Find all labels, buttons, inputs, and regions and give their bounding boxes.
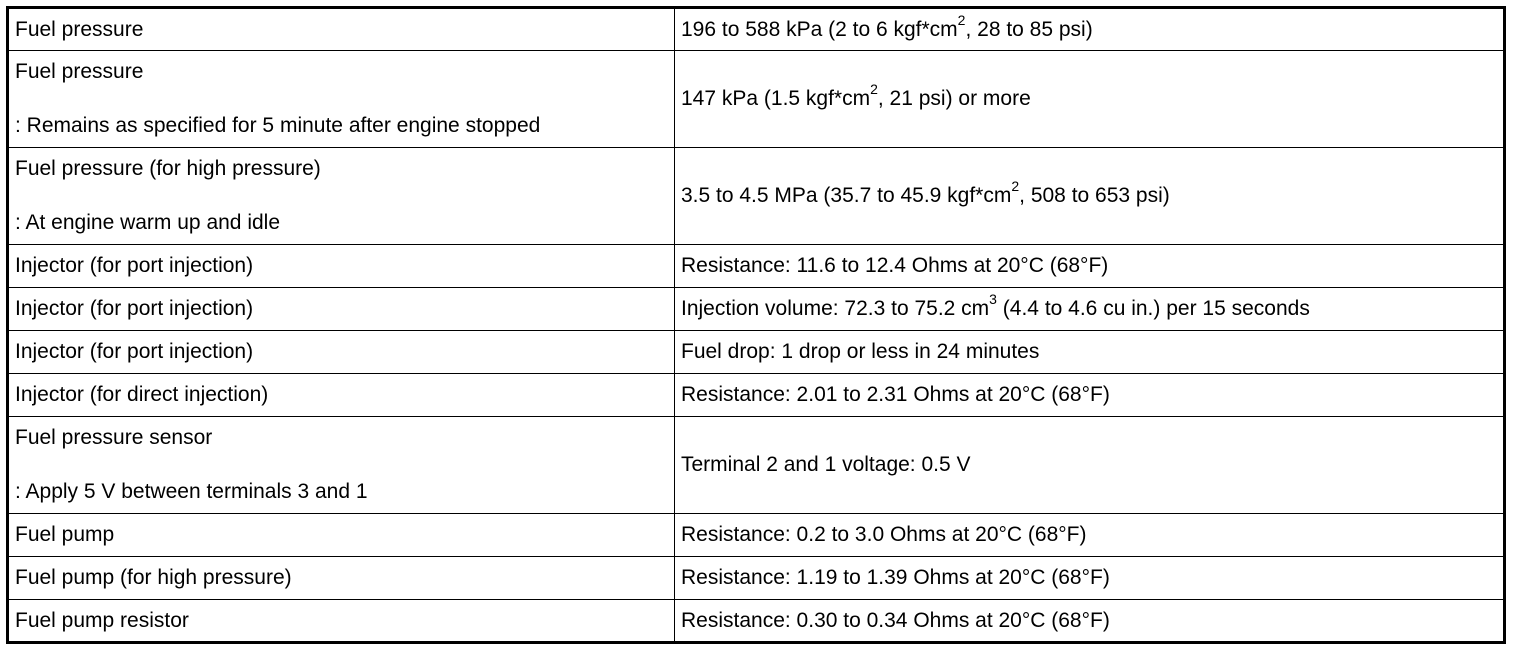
spec-cell [675, 600, 1505, 643]
item-cell [8, 331, 675, 374]
table-row [8, 51, 1505, 148]
spec-text: Resistance: 1.19 to 1.39 Ohms at 20°C (68°F) [681, 566, 1110, 589]
item-cell [8, 245, 675, 288]
table-row [8, 600, 1505, 643]
item-cell [8, 51, 675, 148]
spec-cell [675, 148, 1505, 245]
spec-cell [675, 8, 1505, 51]
item-label: Injector (for direct injection) [15, 383, 269, 406]
spec-cell [675, 245, 1505, 288]
item-cell [8, 8, 675, 51]
item-cell [8, 514, 675, 557]
item-cell [8, 374, 675, 417]
spec-cell [675, 557, 1505, 600]
spec-text: Terminal 2 and 1 voltage: 0.5 V [681, 453, 971, 476]
spec-table [6, 6, 1506, 644]
table-row [8, 557, 1505, 600]
spec-text: 3.5 to 4.5 MPa (35.7 to 45.9 kgf*cm [681, 184, 1012, 207]
spec-text-suffix: (4.4 to 4.6 cu in.) per 15 seconds [996, 297, 1310, 320]
item-cell [8, 557, 675, 600]
item-cell [8, 288, 675, 331]
item-label: Fuel pump [15, 523, 115, 546]
item-label: Fuel pressure sensor [15, 426, 213, 449]
table-row [8, 417, 1505, 514]
spec-cell [675, 374, 1505, 417]
table-row [8, 374, 1505, 417]
item-cell [8, 600, 675, 643]
spec-cell [675, 51, 1505, 148]
spec-text: 196 to 588 kPa (2 to 6 kgf*cm [681, 17, 958, 41]
spec-text-suffix: , 28 to 85 psi) [965, 17, 1093, 41]
spec-text: Resistance: 0.30 to 0.34 Ohms at 20°C (68°F) [681, 608, 1110, 632]
superscript: 2 [870, 81, 878, 97]
item-label: Injector (for port injection) [15, 340, 254, 363]
spec-table-body [8, 8, 1505, 643]
spec-text: Resistance: 0.2 to 3.0 Ohms at 20°C (68°F) [681, 523, 1087, 546]
item-condition: : Apply 5 V between terminals 3 and 1 [15, 480, 368, 503]
spec-text: Resistance: 11.6 to 12.4 Ohms at 20°C (68°F) [681, 254, 1109, 277]
item-label: Fuel pressure [15, 17, 144, 41]
spec-text-suffix: , 21 psi) or more [877, 87, 1031, 110]
spec-cell [675, 417, 1505, 514]
spec-cell [675, 288, 1505, 331]
item-label: Injector (for port injection) [15, 254, 254, 277]
item-label: Fuel pressure [15, 60, 144, 83]
table-row [8, 514, 1505, 557]
item-condition: : At engine warm up and idle [15, 211, 281, 234]
item-label: Fuel pressure (for high pressure) [15, 157, 321, 180]
spec-cell [675, 514, 1505, 557]
item-cell [8, 417, 675, 514]
spec-text: Resistance: 2.01 to 2.31 Ohms at 20°C (68°F) [681, 383, 1110, 406]
item-label: Injector (for port injection) [15, 297, 254, 320]
table-row [8, 331, 1505, 374]
table-row [8, 8, 1505, 51]
spec-text: 147 kPa (1.5 kgf*cm [681, 87, 871, 110]
superscript: 2 [1011, 178, 1020, 194]
item-cell [8, 148, 675, 245]
item-label: Fuel pump resistor [15, 608, 189, 632]
item-label: Fuel pump (for high pressure) [15, 566, 292, 589]
superscript: 2 [957, 11, 966, 28]
table-row [8, 288, 1505, 331]
spec-cell [675, 331, 1505, 374]
spec-text-suffix: , 508 to 653 psi) [1019, 184, 1170, 207]
table-row [8, 148, 1505, 245]
spec-text: Fuel drop: 1 drop or less in 24 minutes [681, 340, 1040, 363]
superscript: 3 [989, 291, 997, 307]
item-condition: : Remains as specified for 5 minute after engine stopped [15, 114, 541, 137]
table-row [8, 245, 1505, 288]
spec-text: Injection volume: 72.3 to 75.2 cm [681, 297, 990, 320]
